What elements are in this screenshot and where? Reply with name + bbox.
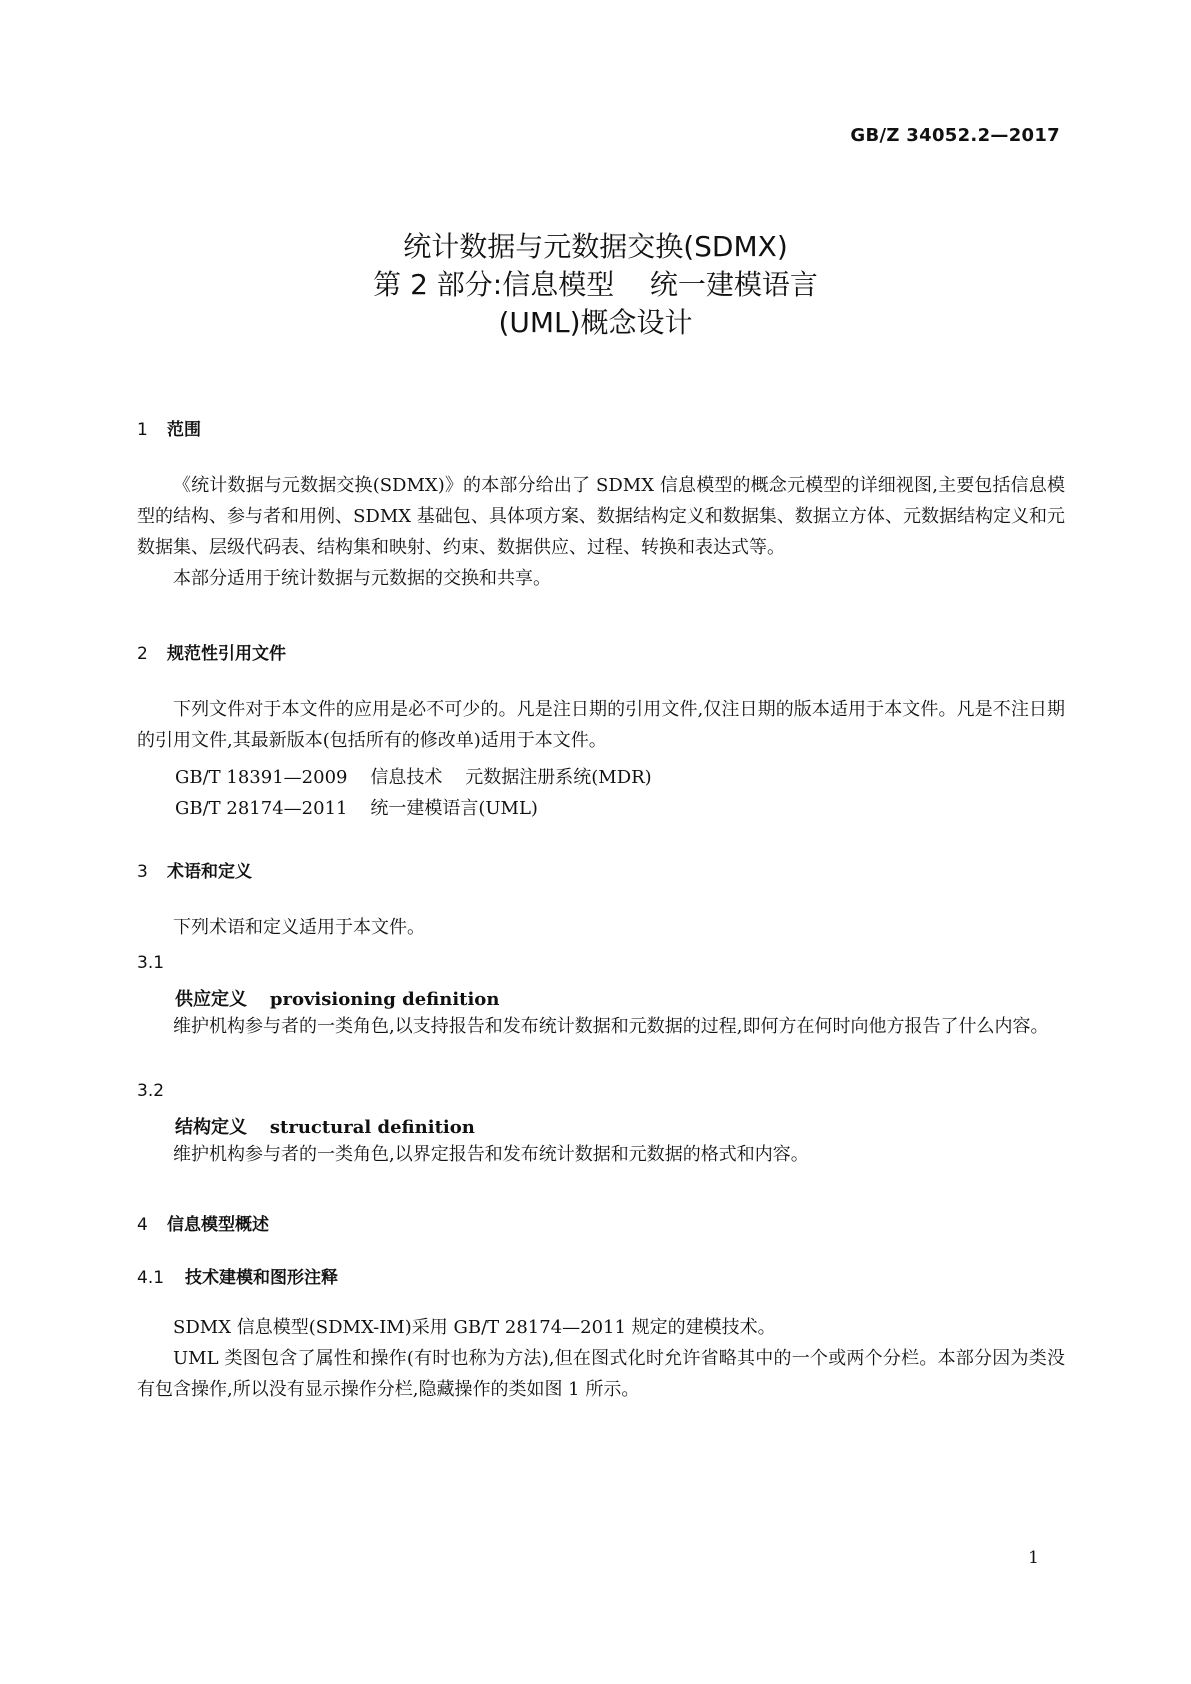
title-line-1: 统计数据与元数据交换(SDMX) [403, 230, 788, 263]
document-title [0, 228, 1191, 342]
section-4-heading [137, 1210, 269, 1235]
section-3-title: 术语和定义 [167, 862, 252, 882]
section-4-1-paragraph-2: UML 类图包含了属性和操作(有时也称为方法),但在图式化时允许省略其中的一个或两个分栏。本部分因为类没有包含操作,所以没有显示操作分栏,隐藏操作的类如图 1 所示。 [137, 1348, 1065, 1400]
term-3-1-definition: 维护机构参与者的一类角色,以支持报告和发布统计数据和元数据的过程,即何方在何时向他方报告了什么内容。 [173, 1016, 1049, 1037]
term-3-1-chinese: 供应定义 [175, 989, 247, 1010]
title-line-2: 第 2 部分:信息模型 统一建模语言 [373, 268, 818, 301]
page-number: 1 [1028, 1548, 1039, 1568]
normative-reference-1: GB/T 18391—2009 信息技术 元数据注册系统(MDR) [175, 767, 652, 788]
section-1-title: 范围 [167, 420, 201, 440]
section-4-number: 4 [137, 1215, 148, 1235]
section-3-paragraph-1: 下列术语和定义适用于本文件。 [173, 917, 425, 938]
section-1-paragraph-2: 本部分适用于统计数据与元数据的交换和共享。 [173, 568, 551, 589]
standard-number: GB/Z 34052.2—2017 [850, 125, 1060, 146]
section-1-paragraph-1: 《统计数据与元数据交换(SDMX)》的本部分给出了 SDMX 信息模型的概念元模型的详细视图,主要包括信息模型的结构、参与者和用例、SDMX 基础包、具体项方案、数据结构定义和数据集、数据立方体、元数据结构定义和元数据集、层级代码表、结构集和映射、约束、数据供应、过程、转换和表达式等。 [137, 475, 1065, 558]
section-2-number: 2 [137, 644, 148, 664]
section-4-1-paragraph-1: SDMX 信息模型(SDMX-IM)采用 GB/T 28174—2011 规定的建模技术。 [173, 1317, 776, 1338]
section-2-heading [137, 639, 286, 664]
section-3-number: 3 [137, 862, 148, 882]
section-4-1-title: 技术建模和图形注释 [185, 1268, 338, 1288]
normative-reference-2: GB/T 28174—2011 统一建模语言(UML) [175, 798, 538, 819]
section-3-heading [137, 857, 252, 882]
section-4-title: 信息模型概述 [167, 1215, 269, 1235]
term-3-2-heading [175, 1113, 475, 1139]
section-4-1-heading [137, 1263, 338, 1288]
term-3-1-english: provisioning definition [269, 989, 500, 1010]
section-2-paragraph-1: 下列文件对于本文件的应用是必不可少的。凡是注日期的引用文件,仅注日期的版本适用于本文件。凡是不注日期的引用文件,其最新版本(包括所有的修改单)适用于本文件。 [137, 699, 1065, 751]
section-1-number: 1 [137, 420, 148, 440]
term-3-1-heading [175, 985, 499, 1011]
section-4-1-number: 4.1 [137, 1268, 165, 1288]
section-2-title: 规范性引用文件 [167, 644, 286, 664]
term-3-2-english: structural definition [269, 1117, 475, 1138]
title-line-3: (UML)概念设计 [498, 306, 693, 339]
term-3-2-number: 3.2 [137, 1081, 165, 1101]
term-3-2-chinese: 结构定义 [175, 1117, 247, 1138]
term-3-2-definition: 维护机构参与者的一类角色,以界定报告和发布统计数据和元数据的格式和内容。 [173, 1144, 809, 1165]
term-3-1-number: 3.1 [137, 953, 165, 973]
section-1-heading [137, 415, 201, 440]
